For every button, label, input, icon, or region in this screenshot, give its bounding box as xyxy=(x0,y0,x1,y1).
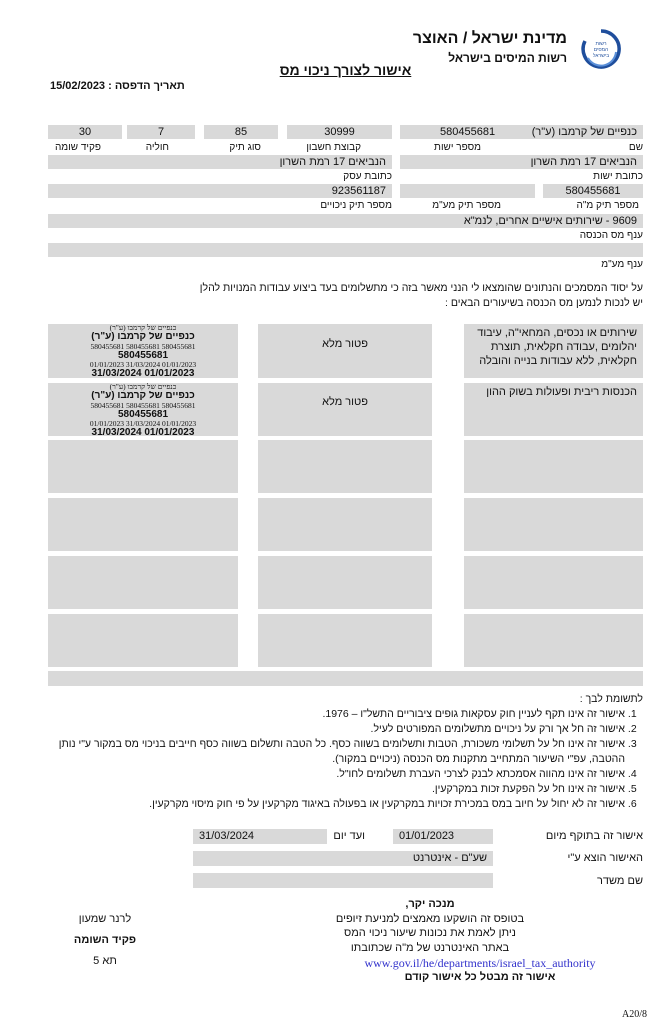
income-tax-file-field: 580455681 xyxy=(543,184,643,198)
entity-number-value: 580455681 xyxy=(440,126,496,138)
signer-box: תא 5 xyxy=(93,955,117,967)
entity-number-label: מספר ישות xyxy=(434,142,481,153)
valid-to-label: ועד יום xyxy=(333,830,365,842)
rate-service-cell xyxy=(464,440,643,493)
office-field xyxy=(193,873,493,888)
rate-value-cell xyxy=(258,614,432,667)
org-subtitle: רשות המיסים בישראל xyxy=(448,51,567,65)
assessing-officer-label: פקיד שומה xyxy=(54,142,101,153)
svg-text:רשות: רשות xyxy=(595,41,607,47)
rate-value-cell xyxy=(258,440,432,493)
rate-stamp-cell xyxy=(48,556,238,609)
valid-to-field: 31/03/2024 xyxy=(193,829,327,844)
withholding-file-label: מספר תיק ניכויים xyxy=(320,200,392,211)
entity-address-field: הנביאים 17 רמת השרון xyxy=(400,155,643,169)
income-tax-file-label: מספר תיק מ"ה xyxy=(576,200,639,211)
rate-value-cell xyxy=(258,556,432,609)
name-value: כנפיים של קרמבו (ע"ר) xyxy=(531,126,637,138)
stamp-dates-small: 01/01/2023 31/03/2024 01/01/2023 xyxy=(89,361,197,369)
stamp-name-small: כנפיים של קרמבו (ע"ר) xyxy=(109,383,177,391)
notes-title: לתשומת לבך : xyxy=(579,693,643,705)
rate-value-cell: פטור מלא xyxy=(258,324,432,378)
assessing-officer-field: 30 xyxy=(48,125,122,139)
stamp-dates: 31/03/2024 01/01/2023 xyxy=(91,428,195,438)
file-type-label: סוג תיק xyxy=(229,142,261,153)
note-item: 1. אישור זה אינו תקף לעניין חוק עסקאות גופים ציבוריים התשל"ו – 1976. xyxy=(45,707,625,722)
office-label: שם משדר xyxy=(597,875,643,887)
stamp-name: כנפיים של קרמבו (ע"ר) xyxy=(91,332,195,342)
rate-service-cell: הכנסות ריבית ופעולות בשוק ההון xyxy=(464,383,643,436)
closing-line-1: בטופס זה הושקעו מאמצים למניעת זיופים xyxy=(335,912,525,925)
closing-greeting: מנכה יקר, xyxy=(405,898,455,910)
svg-text:המסים: המסים xyxy=(593,47,609,53)
rate-stamp-cell xyxy=(48,324,238,378)
stamp-id: 580455681 xyxy=(117,409,169,420)
note-item: 6. אישור זה לא יחול על חיוב במס במכירת זכויות במקרקעין או בפעולה באיגוד מקרקעין על פי חוק מיסוי מקרקעין. xyxy=(45,797,625,812)
rate-stamp-cell xyxy=(48,498,238,551)
file-type-field: 85 xyxy=(204,125,278,139)
account-group-label: קבוצת חשבון xyxy=(306,142,361,153)
income-tax-branch-field: 9609 - שירותים אישיים אחרים, לנמ"א xyxy=(48,214,643,228)
vat-branch-field xyxy=(48,243,643,257)
district-label: חוליה xyxy=(145,142,169,153)
stamp-name: כנפיים של קרמבו (ע"ר) xyxy=(91,391,195,401)
withholding-file-field: 923561187 xyxy=(48,184,392,198)
cancel-note: אישור זה מבטל כל אישור קודם xyxy=(404,971,556,983)
signer-name: לרנר שמעון xyxy=(78,913,132,925)
print-date: תאריך הדפסה : 15/02/2023 xyxy=(50,80,185,92)
valid-from-field: 01/01/2023 xyxy=(393,829,493,844)
closing-line-3: באתר האינטרנט של מ"ה שכתובתו xyxy=(350,941,510,954)
note-item: 2. אישור זה חל אך ורק על ניכויים מתשלומים המפורטים לעיל. xyxy=(45,722,625,737)
doc-title: אישור לצורך ניכוי מס xyxy=(279,62,412,78)
issued-by-label: האישור הוצא ע"י xyxy=(567,852,643,864)
rate-service-cell xyxy=(464,498,643,551)
org-title: מדינת ישראל / האוצר xyxy=(412,30,567,47)
note-item: 3. אישור זה אינו חל על תשלומי משכורת, הטבות ותשלומים בשווה כסף. כל הטבה ותשלום בשווה כסף חייבים בניכוי מס במקור ע"י נותן ההטבה, עפ"י השיעור המתחייב מתקנות מס הכנסה (ניכויים במקור). xyxy=(45,737,625,767)
stamp-dates-small: 01/01/2023 31/03/2024 01/01/2023 xyxy=(89,420,197,428)
note-item: 5. אישור זה אינו חל על הפקעת זכות במקרקעין. xyxy=(45,782,625,797)
notes-list xyxy=(45,707,643,812)
vat-branch-label: ענף מע"מ xyxy=(601,259,643,270)
vat-file-label: מספר תיק מע"מ xyxy=(432,200,501,211)
rate-service-cell xyxy=(464,556,643,609)
tax-authority-link[interactable]: www.gov.il/he/departments/israel_tax_authority xyxy=(364,956,596,970)
name-label: שם xyxy=(628,142,643,153)
rate-value-cell: פטור מלא xyxy=(258,383,432,436)
closing-block xyxy=(300,897,560,955)
signer-title: פקיד השומה xyxy=(73,934,137,946)
rate-value-cell xyxy=(258,498,432,551)
stamp-ids: 580455681 580455681 580455681 xyxy=(90,342,196,351)
valid-from-label: אישור זה בתוקף מיום xyxy=(545,830,643,842)
issued-by-field: שע"ם - אינטרנט xyxy=(193,851,493,866)
stamp-dates: 31/03/2024 01/01/2023 xyxy=(91,369,195,379)
entity-address-label: כתובת ישות xyxy=(593,171,643,182)
stamp-name-small: כנפיים של קרמבו (ע"ר) xyxy=(109,324,177,332)
rate-service-cell: שירותים או נכסים, המחאי"ה, עיבוד יהלומים ,עבודה חקלאית, תוצרת חקלאית, ללא עבודות בנייה והובלה xyxy=(464,324,643,378)
account-group-field: 30999 xyxy=(287,125,392,139)
rate-stamp-cell xyxy=(48,614,238,667)
vat-file-field xyxy=(400,184,535,198)
closing-line-2: ניתן לאמת את נכונות שיעור ניכוי המס xyxy=(344,927,516,939)
form-code: A20/8 xyxy=(622,1009,647,1020)
district-field: 7 xyxy=(127,125,195,139)
rate-stamp-cell xyxy=(48,383,238,436)
intro-line-2: יש לנכות לנמען מס הכנסה בשיעורים הבאים : xyxy=(445,297,643,309)
income-tax-branch-label: ענף מס הכנסה xyxy=(579,230,643,241)
business-address-label: כתובת עסק xyxy=(343,171,392,182)
business-address-field: הנביאים 17 רמת השרון xyxy=(48,155,392,169)
stamp-ids: 580455681 580455681 580455681 xyxy=(90,401,196,410)
stamp-id: 580455681 xyxy=(117,350,169,361)
name-field xyxy=(400,125,643,139)
rates-footer-bar xyxy=(48,671,643,686)
intro-line-1: על יסוד המסמכים והנתונים שהומצאו לי הנני מאשר בזה כי מתשלומים בעד ביצוע עבודות המנויות להלן xyxy=(199,282,643,294)
note-item: 4. אישור זה אינו מהווה אסמכתא לבנק לצרכי העברת תשלומים לחו"ל. xyxy=(45,767,625,782)
rate-stamp-cell xyxy=(48,440,238,493)
rate-service-cell xyxy=(464,614,643,667)
svg-text:בישראל: בישראל xyxy=(592,53,610,59)
